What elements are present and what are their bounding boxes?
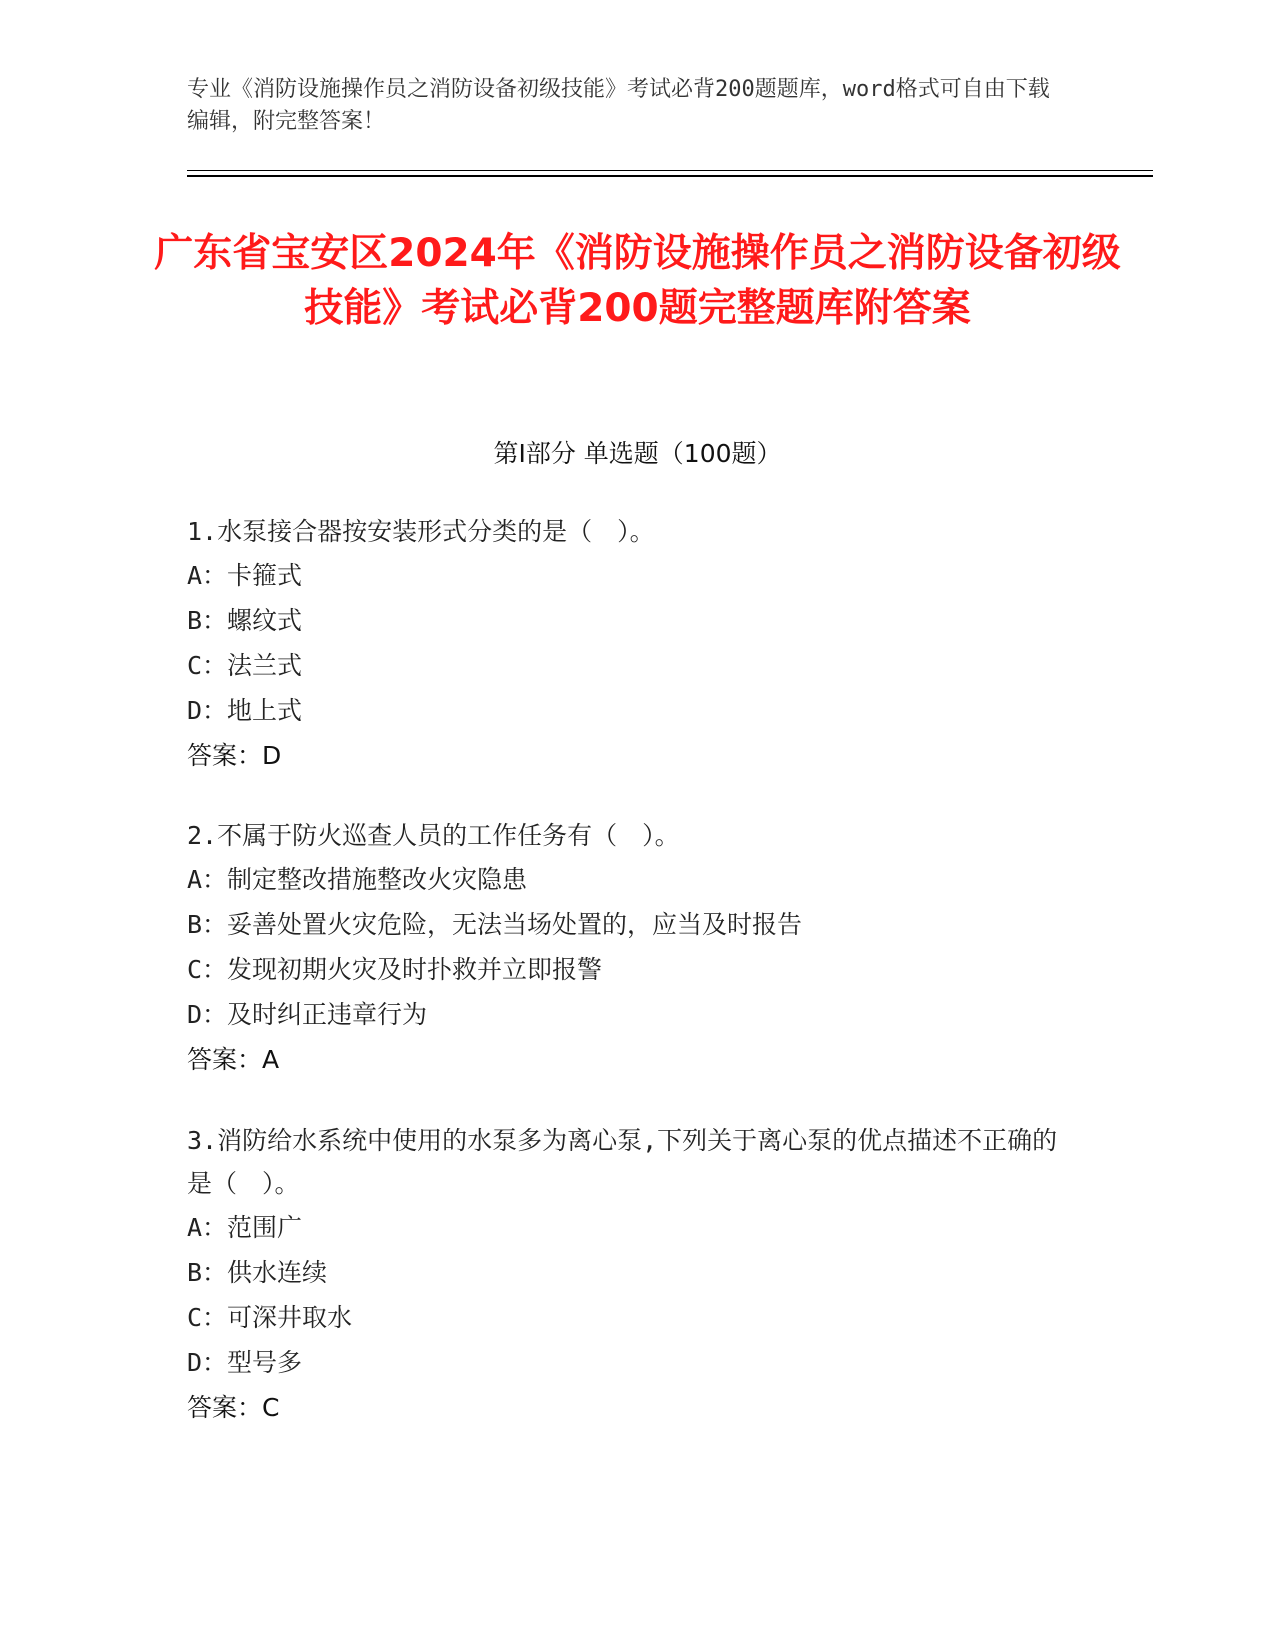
answer-line: 答案：C <box>187 1393 280 1422</box>
answer-line: 答案：A <box>187 1045 280 1074</box>
option-a: A：制定整改措施整改火灾隐患 <box>187 865 528 894</box>
header-divider-top <box>187 170 1153 171</box>
question-3 <box>187 1119 1067 1430</box>
question-stem: 2.不属于防火巡查人员的工作任务有（ ）。 <box>187 821 680 850</box>
header-note: 专业《消防设施操作员之消防设备初级技能》考试必背200题题库，word格式可自由下载编辑，附完整答案！ <box>187 77 1050 134</box>
section-heading: 第Ⅰ部分 单选题（100题） <box>493 439 782 468</box>
question-1 <box>187 510 1087 778</box>
option-d: D：地上式 <box>187 696 303 725</box>
document-title: 广东省宝安区2024年《消防设施操作员之消防设备初级技能》考试必背200题完整题库附答案 <box>154 231 1121 331</box>
answer-line: 答案：D <box>187 741 282 770</box>
question-stem: 1.水泵接合器按安装形式分类的是（ ）。 <box>187 517 655 546</box>
option-b: B：供水连续 <box>187 1258 328 1287</box>
header-divider-bottom <box>187 175 1153 177</box>
option-c: C：发现初期火灾及时扑救并立即报警 <box>187 955 603 984</box>
option-d: D：及时纠正违章行为 <box>187 1000 428 1029</box>
question-stem: 3.消防给水系统中使用的水泵多为离心泵,下列关于离心泵的优点描述不正确的是（ ）。 <box>187 1126 1058 1198</box>
option-b: B：螺纹式 <box>187 606 303 635</box>
option-b: B：妥善处置火灾危险，无法当场处置的，应当及时报告 <box>187 910 803 939</box>
option-a: A：范围广 <box>187 1213 303 1242</box>
question-2 <box>187 814 1087 1082</box>
option-d: D：型号多 <box>187 1348 303 1377</box>
option-c: C：法兰式 <box>187 651 303 680</box>
option-a: A：卡箍式 <box>187 561 303 590</box>
option-c: C：可深井取水 <box>187 1303 353 1332</box>
